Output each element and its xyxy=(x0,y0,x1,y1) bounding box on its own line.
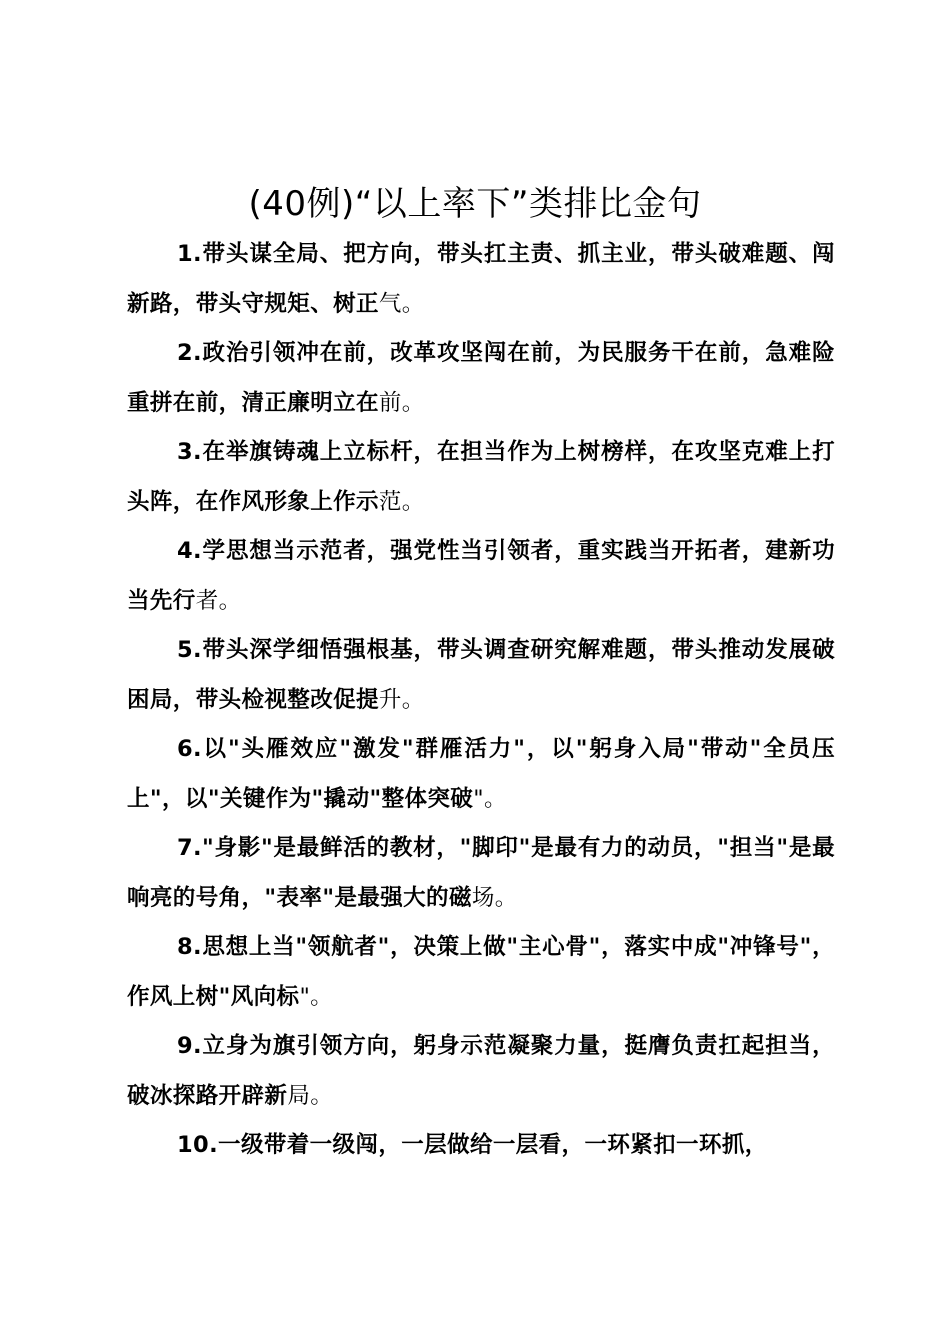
item-text: 5.带头深学细悟强根基，带头调查研究解难题，带头推动发展破困局，带头检视整改促提 xyxy=(127,637,835,713)
list-item xyxy=(127,725,835,824)
list-item xyxy=(127,626,835,725)
list-item xyxy=(127,824,835,923)
item-text: 1.带头谋全局、把方向，带头扛主责、抓主业，带头破难题、闯新路，带头守规矩、树正 xyxy=(127,241,835,317)
item-text-end: 者。 xyxy=(195,587,242,614)
item-text: 7."身影"是最鲜活的教材，"脚印"是最有力的动员，"担当"是最响亮的号角，"表率"是最强大的磁 xyxy=(127,835,835,911)
list-item xyxy=(127,1121,835,1171)
item-text-end: 前。 xyxy=(378,389,425,416)
list-item xyxy=(127,527,835,626)
list-item xyxy=(127,428,835,527)
item-text-end: 局。 xyxy=(287,1082,334,1109)
document-title: (40例)“以上率下”类排比金句 xyxy=(248,184,702,224)
list-item xyxy=(127,1022,835,1121)
sentence-list xyxy=(127,230,835,1171)
item-text: 8.思想上当"领航者"，决策上做"主心骨"，落实中成"冲锋号"，作风上树"风向标 xyxy=(127,934,835,1010)
item-text-end: "。 xyxy=(473,785,507,812)
item-text: 3.在举旗铸魂上立标杆，在担当作为上树榜样，在攻坚克难上打头阵，在作风形象上作示 xyxy=(127,439,835,515)
item-text-end: 范。 xyxy=(378,488,425,515)
item-text-end: 场。 xyxy=(471,884,518,911)
list-item xyxy=(127,230,835,329)
list-item xyxy=(127,329,835,428)
item-text-end: 升。 xyxy=(378,686,425,713)
item-text-end: 气。 xyxy=(378,290,425,317)
item-text: 9.立身为旗引领方向，躬身示范凝聚力量，挺膺负责扛起担当，破冰探路开辟新 xyxy=(127,1033,835,1109)
list-item xyxy=(127,923,835,1022)
item-text-end: "。 xyxy=(299,983,334,1010)
item-text: 2.政治引领冲在前，改革攻坚闯在前，为民服务干在前，急难险重拼在前，清正廉明立在 xyxy=(127,340,835,416)
item-text: 10.一级带着一级闯，一层做给一层看，一环紧扣一环抓， xyxy=(177,1132,768,1158)
item-text: 6.以"头雁效应"激发"群雁活力"，以"躬身入局"带动"全员压上"，以"关键作为"撬动"整体突破 xyxy=(127,736,835,812)
item-text: 4.学思想当示范者，强党性当引领者，重实践当开拓者，建新功当先行 xyxy=(127,538,835,614)
